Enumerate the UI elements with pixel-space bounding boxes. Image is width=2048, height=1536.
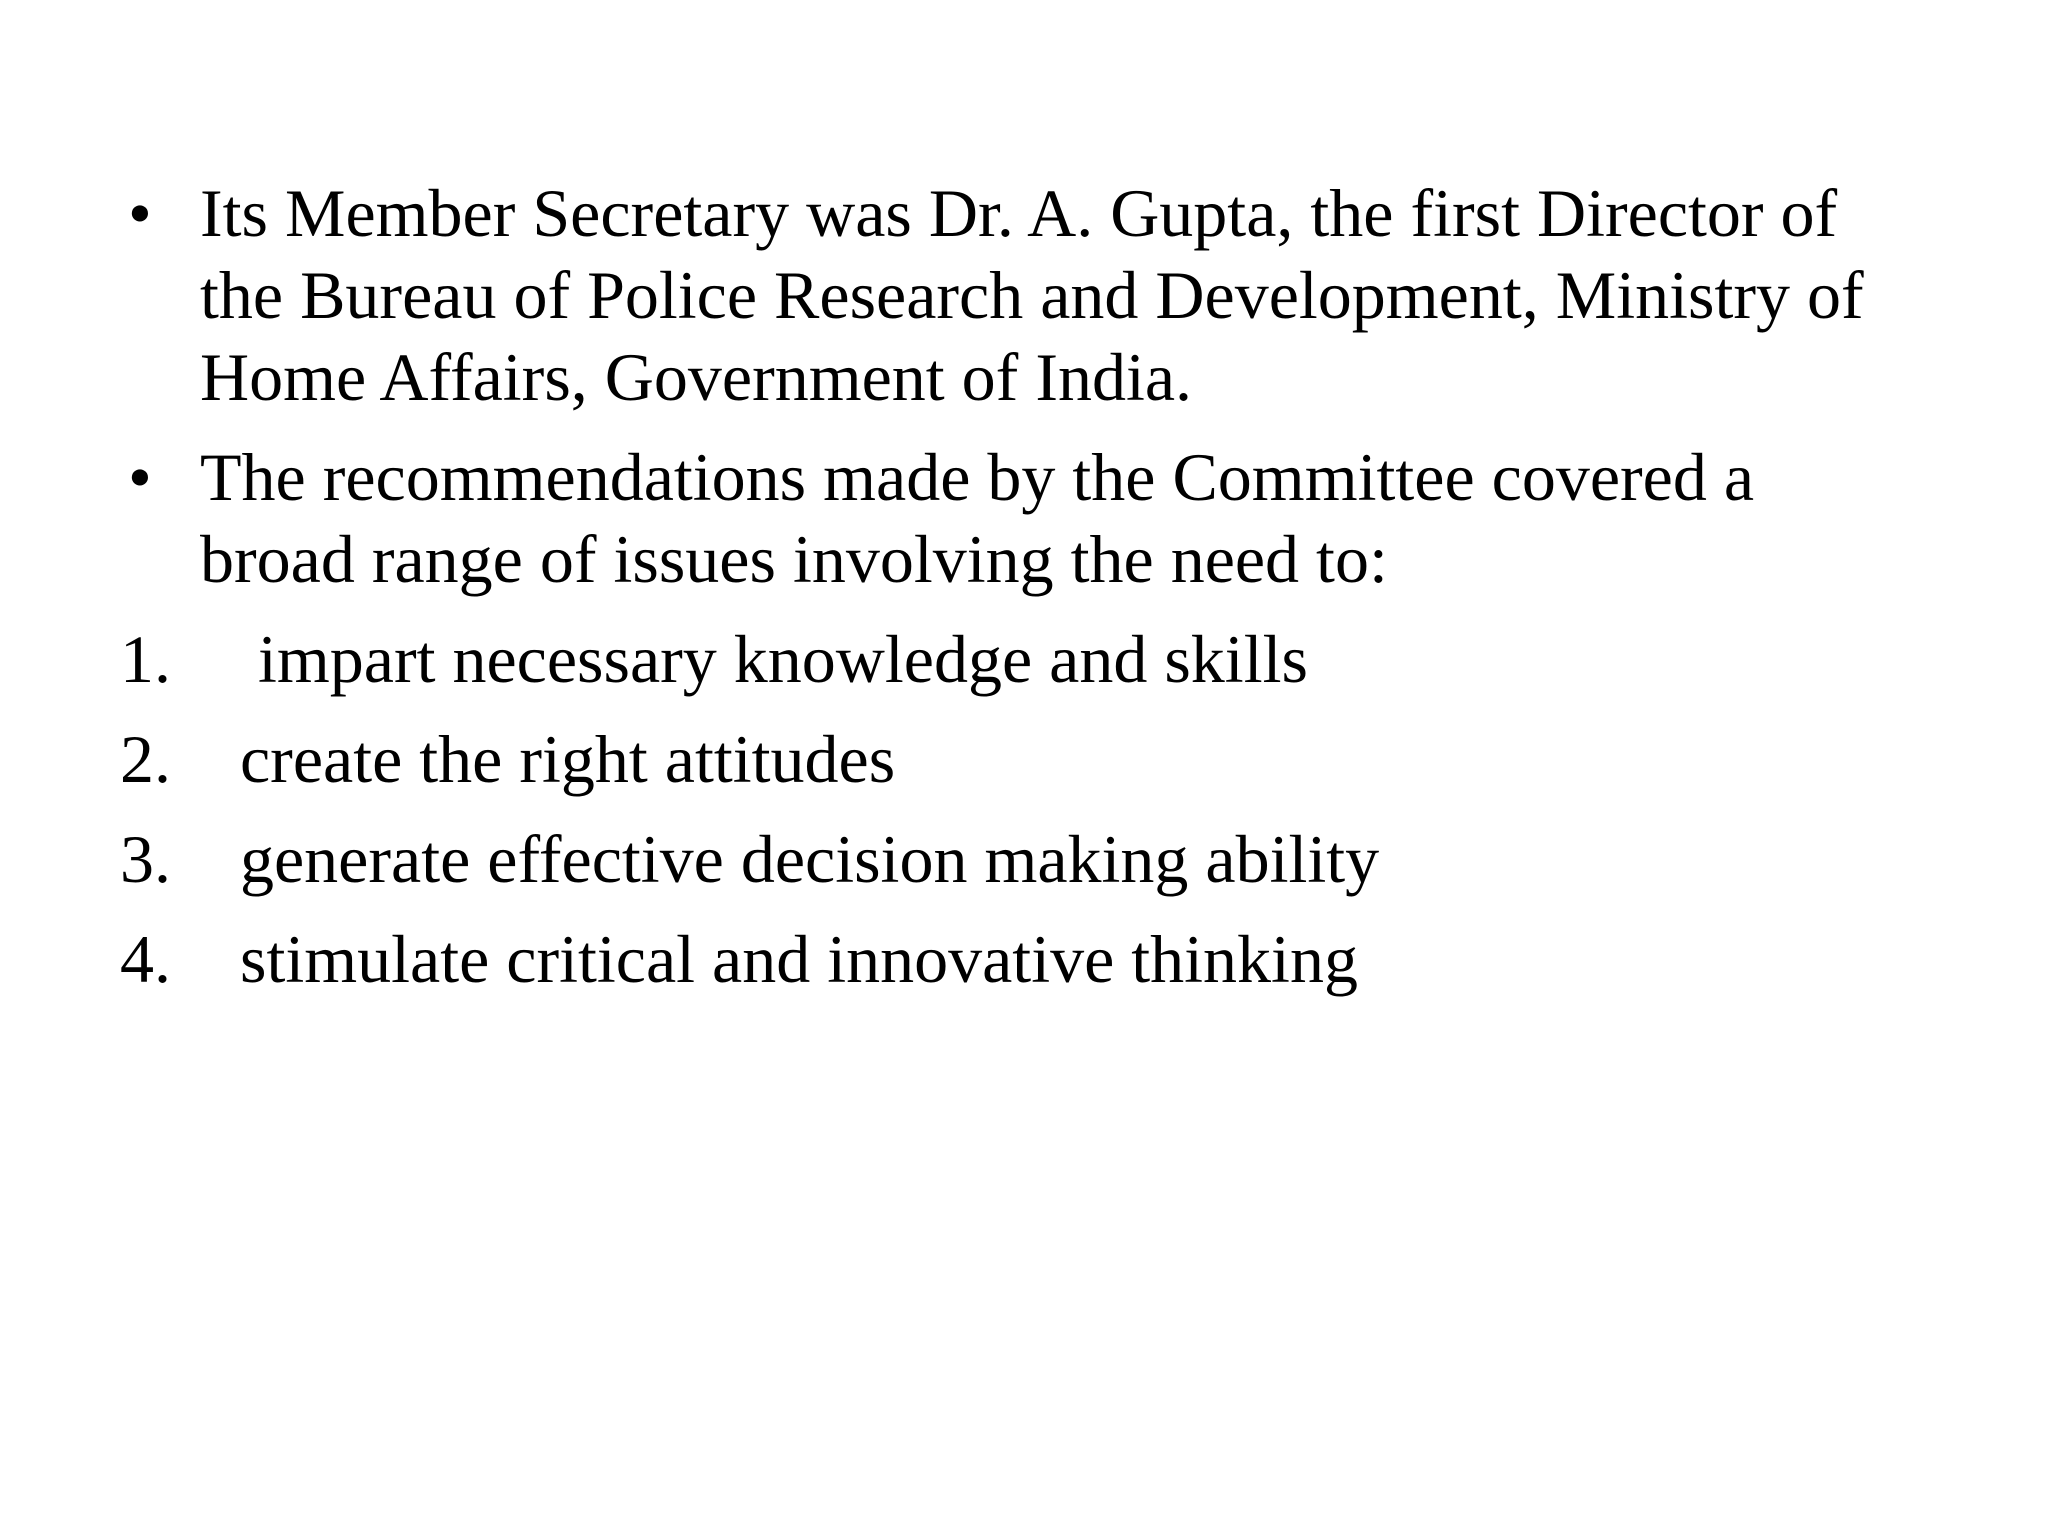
number-marker: 1. — [120, 621, 171, 697]
bullet-line: The recommendations made by the Committee covered a — [200, 439, 1755, 515]
bullet-line: the Bureau of Police Research and Development, Ministry of — [200, 257, 1864, 333]
bullet-marker: • — [128, 175, 152, 251]
slide-body — [120, 172, 1950, 1018]
bullet-line: broad range of issues involving the need to: — [200, 521, 1388, 597]
bullet-marker: • — [128, 439, 152, 515]
number-marker: 2. — [120, 721, 171, 797]
number-marker: 3. — [120, 821, 171, 897]
numbered-item-text: stimulate critical and innovative thinking — [240, 921, 1358, 997]
numbered-item — [120, 818, 1950, 900]
number-marker: 4. — [120, 921, 171, 997]
bullet-item — [120, 172, 1950, 418]
numbered-item — [120, 718, 1950, 800]
numbered-item-text: create the right attitudes — [240, 721, 896, 797]
bullet-line: Its Member Secretary was Dr. A. Gupta, the first Director of — [200, 175, 1838, 251]
numbered-item-text: impart necessary knowledge and skills — [258, 621, 1308, 697]
numbered-item — [120, 618, 1950, 700]
numbered-item — [120, 918, 1950, 1000]
bullet-line: Home Affairs, Government of India. — [200, 339, 1193, 415]
numbered-item-text: generate effective decision making ability — [240, 821, 1380, 897]
bullet-item — [120, 436, 1950, 600]
